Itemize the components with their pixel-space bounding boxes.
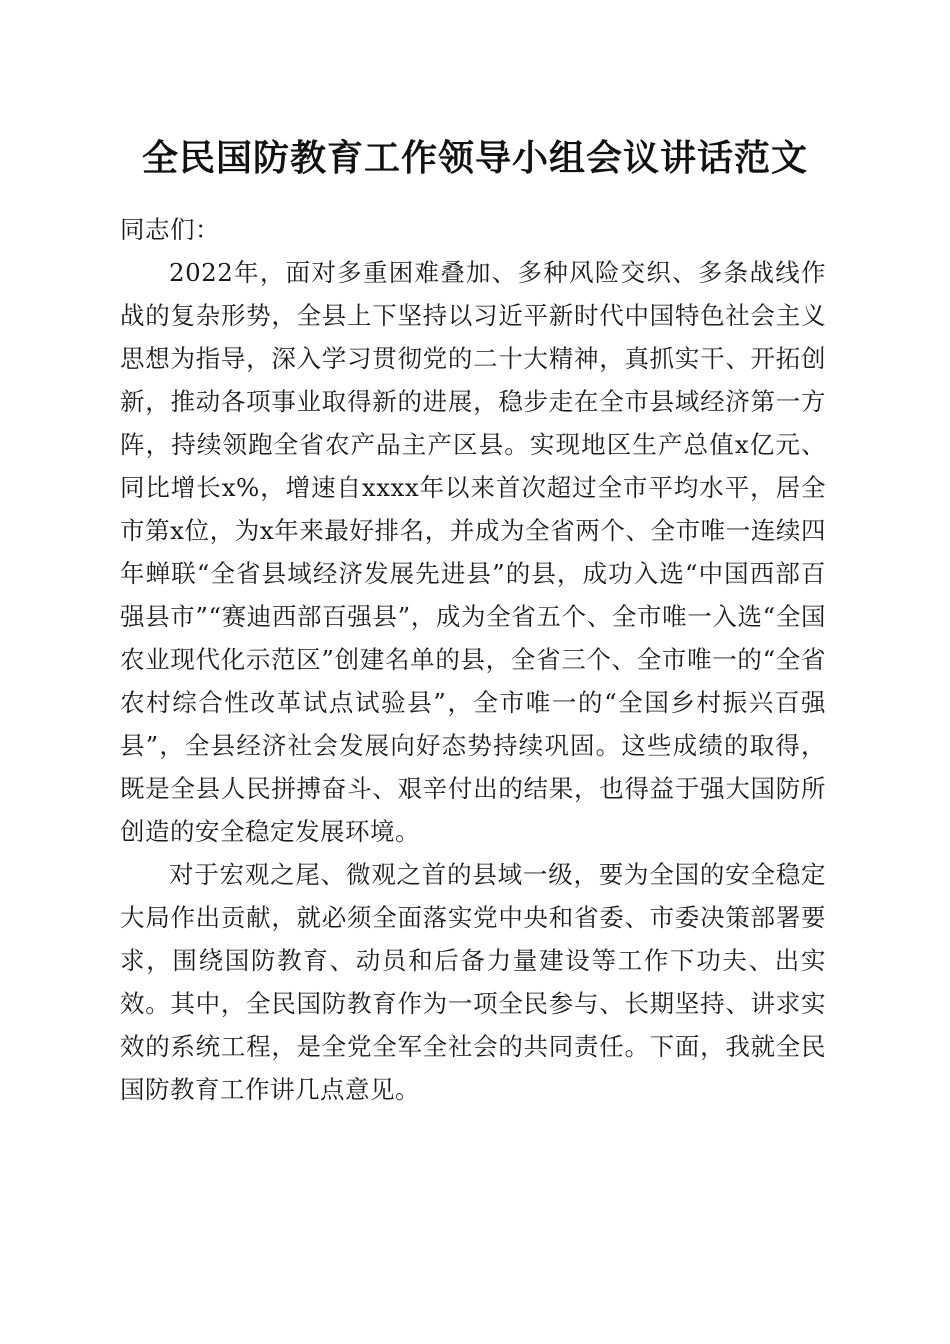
paragraph-1: 2022年，面对多重困难叠加、多种风险交织、多条战线作战的复杂形势，全县上下坚持以习近平新时代中国特色社会主义思想为指导，深入学习贯彻党的二十大精神，真抓实干、开拓创新，推动各项事业取得新的进展，稳步走在全市县域经济第一方阵，持续领跑全省农产品主产区县。实现地区生产总值x亿元、同比增长x%，增速自xxxx年以来首次超过全市平均水平，居全市第x位，为x年来最好排名，并成为全省两个、全市唯一连续四年蝉联“全省县域经济发展先进县”的县，成功入选“中国西部百强县市”“赛迪西部百强县”，成为全省五个、全市唯一入选“全国农业现代化示范区”创建名单的县，全省三个、全市唯一的“全省农村综合性改革试点试验县”，全市唯一的“全国乡村振兴百强县”，全县经济社会发展向好态势持续巩固。这些成绩的取得，既是全县人民拼搏奋斗、艰辛付出的结果，也得益于强大国防所创造的安全稳定发展环境。 [120, 258, 826, 846]
paragraph-2: 对于宏观之尾、微观之首的县域一级，要为全国的安全稳定大局作出贡献，就必须全面落实党中央和省委、市委决策部署要求，围绕国防教育、动员和后备力量建设等工作下功夫、出实效。其中，全民国防教育作为一项全民参与、长期坚持、讲求实效的系统工程，是全党全军全社会的共同责任。下面，我就全民国防教育工作讲几点意见。 [120, 860, 826, 1104]
salutation: 同志们： [120, 215, 220, 244]
document-body [120, 208, 826, 1111]
document-title: 全民国防教育工作领导小组会议讲话范文 [141, 137, 808, 179]
